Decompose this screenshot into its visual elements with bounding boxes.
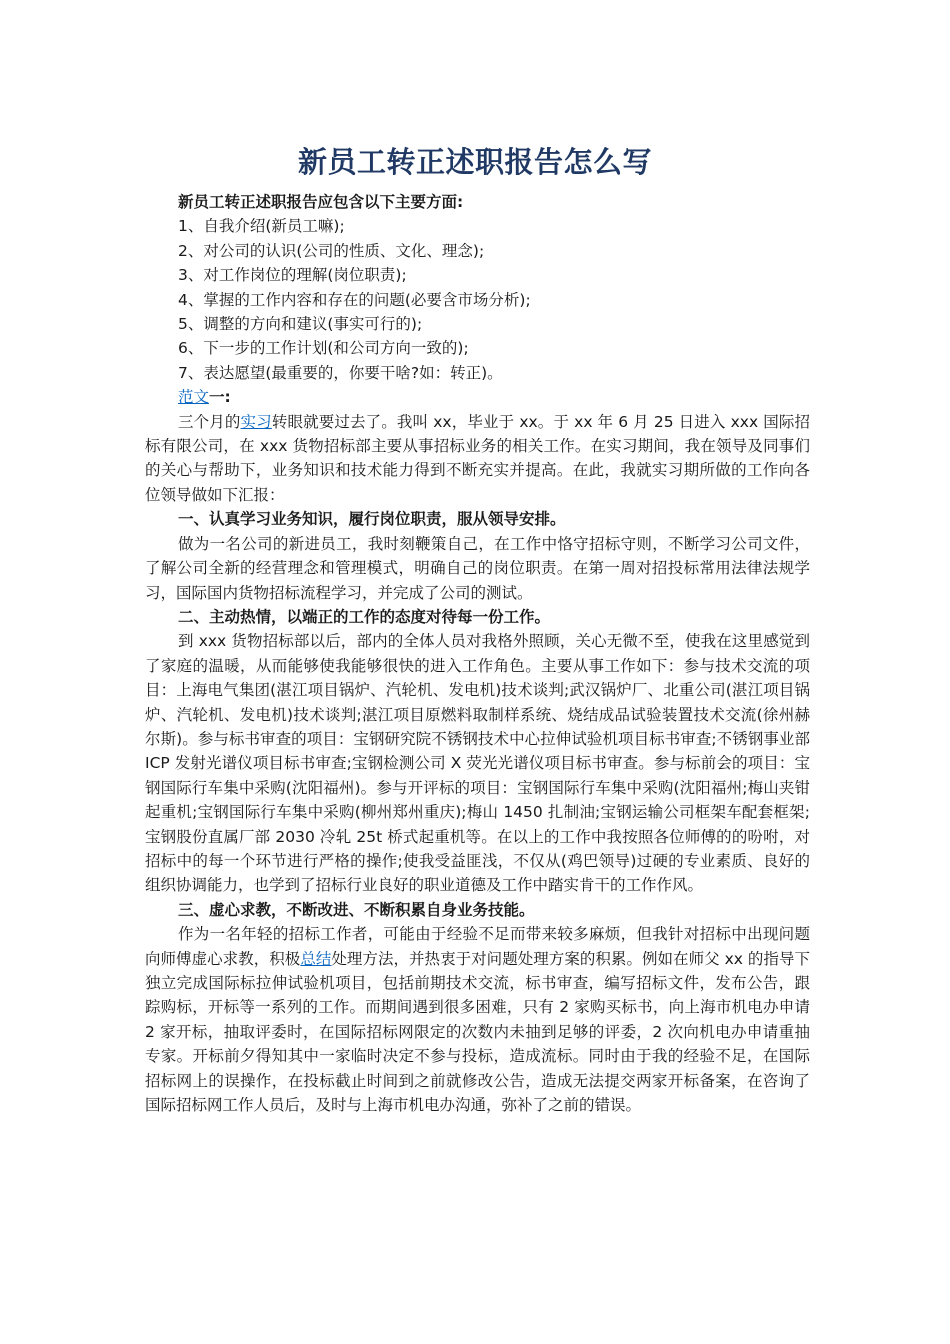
intro-heading: 新员工转正述职报告应包含以下主要方面: [178, 193, 464, 211]
paragraph-1-rest: 转眼就要过去了。我叫 xx，毕业于 xx。于 xx 年 6 月 25 日进入 xxx 国际招标有限公司，在 xxx 货物招标部主要从事招标业务的相关工作。在实习期间，我在领导及同事们的关心与帮助下，业务知识和技术能力得到不断充实并提高。在此，我就实习期所做的工作向各位领导做如下汇报： [145, 412, 810, 504]
paragraph-2: 做为一名公司的新进员工，我时刻鞭策自己，在工作中恪守招标守则，不断学习公司文件，了解公司全新的经营理念和管理模式，明确自己的岗位职责。在第一周对招投标常用法律法规学习，国际国内货物招标流程学习，并完成了公司的测试。 [145, 534, 810, 602]
section-heading-1: 一、认真学习业务知识，履行岗位职责，服从领导安排。 [178, 510, 566, 529]
section-heading-3: 三、虚心求教，不断改进、不断积累自身业务技能。 [178, 900, 535, 919]
aspect-item-5: 5、调整的方向和建议(事实可行的); [178, 315, 423, 334]
document-body [145, 190, 810, 1117]
sample-heading-suffix: 一: [209, 388, 231, 407]
paragraph-4 [145, 922, 810, 1117]
paragraph-1-lead: 三个月的 [178, 412, 241, 431]
internship-link[interactable]: 实习 [240, 412, 272, 431]
paragraph-1 [145, 410, 810, 508]
paragraph-4-lead: 作为一名年轻的招标工作者，可能由于经验不足而带来较多麻烦，但我针对招标中出现问题向师傅虚心求教，积极 [145, 925, 810, 968]
paragraph-4-rest: 处理方法，并热衷于对问题处理方案的积累。例如在师父 xx 的指导下独立完成国际标拉伸试验机项目，包括前期技术交流，标书审查，编写招标文件，发布公告，跟踪购标，开标等一系列的工作。而期间遇到很多困难，只有 2 家购买标书，向上海市机电办申请 2 家开标，抽取评委时，在国际招标网限定的次数内未抽到足够的评委，2 次向机电办申请重抽专家。开标前夕得知其中一家临时决定不参与投标，造成流标。同时由于我的经验不足，在国际招标网上的误操作，在投标截止时间到之前就修改公告，造成无法提交两家开标备案，在咨询了国际招标网工作人员后，及时与上海市机电办沟通，弥补了之前的错误。 [145, 949, 810, 1115]
aspect-item-4: 4、掌握的工作内容和存在的问题(必要含市场分析); [178, 290, 531, 309]
paragraph-3: 到 xxx 货物招标部以后，部内的全体人员对我格外照顾，关心无微不至，使我在这里感觉到了家庭的温暖，从而能够使我能够很快的进入工作角色。主要从事工作如下：参与技术交流的项目：上海电气集团(湛江项目锅炉、汽轮机、发电机)技术谈判;武汉锅炉厂、北重公司(湛江项目锅炉、汽轮机、发电机)技术谈判;湛江项目原燃料取制样系统、烧结成品试验装置技术交流(徐州赫尔斯)。参与标书审查的项目：宝钢研究院不锈钢技术中心拉伸试验机项目标书审查;不锈钢事业部 ICP 发射光谱仪项目标书审查;宝钢检测公司 X 荧光光谱仪项目标书审查。参与标前会的项目：宝钢国际行车集中采购(沈阳福州)。参与开评标的项目：宝钢国际行车集中采购(沈阳福州;梅山夹钳起重机;宝钢国际行车集中采购(柳州郑州重庆);梅山 1450 扎制油;宝钢运输公司框架车配套框架;宝钢股份直属厂部 2030 冷轧 25t 桥式起重机等。在以上的工作中我按照各位师傅的的吩咐，对招标中的每一个环节进行严格的操作;使我受益匪浅，不仅从(鸡巴领导)过硬的专业素质、良好的组织协调能力，也学到了招标行业良好的职业道德及工作中踏实肯干的工作作风。 [145, 632, 810, 895]
aspect-item-1: 1、自我介绍(新员工嘛); [178, 217, 345, 236]
section-heading-2: 二、主动热情，以端正的工作的态度对待每一份工作。 [178, 607, 551, 626]
sample-link[interactable]: 范文 [178, 388, 210, 407]
aspect-item-7: 7、表达愿望(最重要的，你要干啥?如：转正)。 [178, 363, 503, 382]
aspect-item-3: 3、对工作岗位的理解(岗位职责); [178, 266, 407, 285]
summary-link[interactable]: 总结 [300, 949, 332, 968]
sample-heading [145, 385, 810, 409]
aspect-item-2: 2、对公司的认识(公司的性质、文化、理念); [178, 241, 485, 260]
aspect-item-6: 6、下一步的工作计划(和公司方向一致的); [178, 339, 469, 358]
document-title: 新员工转正述职报告怎么写 [297, 145, 652, 179]
